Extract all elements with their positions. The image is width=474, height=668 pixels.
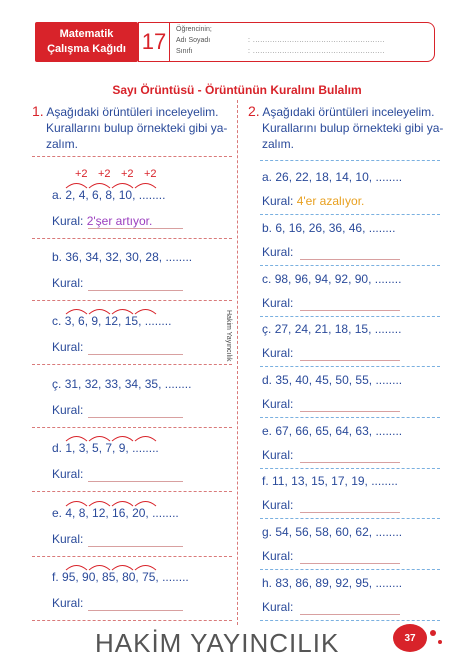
q1-separator [32,156,232,157]
item-separator [260,417,440,418]
plus-label: +2 [144,168,157,180]
item-label: d. [52,441,63,455]
kural-label: Kural: [262,498,294,512]
kural-line[interactable] [52,214,152,228]
sequence-values: 31, 32, 33, 34, 35, ........ [64,377,192,391]
kural-label: Kural: [262,448,294,462]
q1-line-2: Kurallarını bulup örnekteki gibi ya- [46,121,228,135]
q2-sequence-row [262,373,402,387]
q2-sequence-row [262,322,401,336]
q2-sequence-row [262,170,402,184]
kural-line[interactable] [262,296,293,310]
sequence-values: 35, 40, 45, 50, 55, ........ [275,373,403,387]
q2-line-1: Aşağıdaki örüntüleri inceleyelim. [262,105,435,119]
sequence-values: 3, 6, 9, 12, 15, ........ [64,314,172,328]
item-label: a. [52,188,63,202]
title-line-1: Matematik [59,28,114,40]
answer-underline [88,228,183,229]
item-label: c. [262,272,272,286]
sequence-values: 83, 86, 89, 92, 95, ........ [275,576,403,590]
kural-label: Kural: [52,214,84,228]
kural-line[interactable] [262,549,293,563]
item-label: ç. [52,377,62,391]
page-number-badge: 37 [393,624,427,652]
item-separator [260,265,440,266]
q2-line-2: Kurallarını bulup örnekteki gibi ya- [262,121,444,135]
q2-sequence-row [262,424,402,438]
kural-label: Kural: [52,532,84,546]
item-separator [32,491,232,492]
q2-sequence-row [262,272,401,286]
field-label-class: Sınıfı [176,48,193,55]
answer-underline [88,546,183,547]
q1-number: 1. [32,103,44,119]
kural-line[interactable] [262,600,293,614]
kural-line[interactable] [52,403,83,417]
answer-underline [300,462,400,463]
q1-sequence-row [52,441,159,455]
kural-label: Kural: [262,245,294,259]
item-label: f. [52,570,59,584]
student-info-box [170,22,435,62]
decor-dot [438,640,442,644]
kural-line[interactable] [52,340,83,354]
kural-line[interactable] [52,596,83,610]
field-class-line[interactable]: : ...................................................... [248,48,385,55]
kural-label: Kural: [262,194,294,208]
sequence-values: 26, 22, 18, 14, 10, ........ [275,170,403,184]
kural-line[interactable] [262,498,293,512]
item-separator [260,569,440,570]
item-label: d. [262,373,273,387]
item-label: f. [262,474,269,488]
item-label: b. [52,250,63,264]
item-label: e. [262,424,273,438]
item-separator [260,316,440,317]
kural-answer: 4'er azalıyor. [296,194,365,208]
kural-label: Kural: [52,276,84,290]
plus-label: +2 [121,168,134,180]
q1-line-1: Aşağıdaki örüntüleri inceleyelim. [46,105,219,119]
sheet-number: 17 [138,22,170,62]
answer-underline [88,290,183,291]
publisher-footer: HAKİM YAYINCILIK [95,628,340,658]
item-label: h. [262,576,273,590]
q2-sequence-row [262,474,398,488]
item-separator [260,620,440,621]
item-label: ç. [262,322,272,336]
plus-label: +2 [75,168,88,180]
item-label: g. [262,525,273,539]
item-separator [32,364,232,365]
sequence-values: 6, 16, 26, 36, 46, ........ [275,221,396,235]
q2-instructions [248,103,448,152]
kural-line[interactable] [52,532,83,546]
kural-label: Kural: [262,346,294,360]
sequence-values: 1, 3, 5, 7, 9, ........ [65,441,159,455]
q1-sequence-row [52,188,165,202]
kural-answer: 2'şer artıyor. [86,214,153,228]
item-separator [260,468,440,469]
kural-line[interactable] [262,346,293,360]
kural-line[interactable] [262,194,364,208]
kural-label: Kural: [262,549,294,563]
q2-sequence-row [262,221,395,235]
q1-sequence-row [52,506,179,520]
answer-underline [88,481,183,482]
page-heading: Sayı Örüntüsü - Örüntünün Kuralını Bulalım [112,83,362,97]
answer-underline [300,360,400,361]
q1-sequence-row [52,314,171,328]
q2-separator [260,160,440,161]
q2-number: 2. [248,103,260,119]
sequence-values: 4, 8, 12, 16, 20, ........ [65,506,179,520]
kural-label: Kural: [52,340,84,354]
q2-sequence-row [262,525,402,539]
q1-sequence-row [52,570,189,584]
item-separator [32,238,232,239]
item-label: c. [52,314,62,328]
answer-underline [300,614,400,615]
answer-underline [88,354,183,355]
item-separator [260,214,440,215]
sequence-values: 67, 66, 65, 64, 63, ........ [275,424,403,438]
column-divider [237,100,238,625]
sequence-values: 95, 90, 85, 80, 75, ........ [62,570,189,584]
q2-line-3: zalım. [262,137,295,151]
item-separator [32,556,232,557]
q2-sequence-row [262,576,402,590]
worksheet-title-box [35,22,138,62]
kural-label: Kural: [262,397,294,411]
item-separator [260,518,440,519]
kural-line[interactable] [262,448,293,462]
kural-label: Kural: [262,600,294,614]
kural-line[interactable] [52,276,83,290]
kural-label: Kural: [52,403,84,417]
item-separator [32,427,232,428]
field-label-name: Adı Soyadı [176,37,211,44]
answer-underline [300,259,400,260]
sequence-values: 2, 4, 6, 8, 10, ........ [65,188,166,202]
kural-line[interactable] [52,467,83,481]
q1-sequence-row [52,377,191,391]
item-separator [32,620,232,621]
item-label: e. [52,506,63,520]
kural-label: Kural: [52,467,84,481]
title-line-2: Çalışma Kağıdı [47,43,126,55]
answer-underline [300,310,400,311]
answer-underline [88,417,183,418]
q1-line-3: zalım. [46,137,79,151]
item-separator [32,300,232,301]
item-label: a. [262,170,273,184]
sequence-values: 27, 24, 21, 18, 15, ........ [274,322,402,336]
item-label: b. [262,221,273,235]
decor-dot [430,630,436,636]
kural-label: Kural: [52,596,84,610]
answer-underline [300,411,400,412]
kural-line[interactable] [262,245,293,259]
kural-label: Kural: [262,296,294,310]
field-label-student: Öğrencinin; [176,26,212,33]
sequence-values: 54, 56, 58, 60, 62, ........ [275,525,403,539]
kural-line[interactable] [262,397,293,411]
item-separator [260,366,440,367]
answer-underline [300,512,400,513]
plus-label: +2 [98,168,111,180]
answer-underline [88,610,183,611]
sequence-values: 36, 34, 32, 30, 28, ........ [65,250,193,264]
q1-sequence-row [52,250,192,264]
q1-instructions [32,103,232,152]
answer-underline [300,563,400,564]
side-publisher-text: Hakim Yayıncılık [225,310,232,362]
sequence-values: 11, 13, 15, 17, 19, ........ [272,474,398,488]
field-name-line[interactable]: : ...................................................... [248,37,385,44]
sequence-values: 98, 96, 94, 92, 90, ........ [274,272,402,286]
